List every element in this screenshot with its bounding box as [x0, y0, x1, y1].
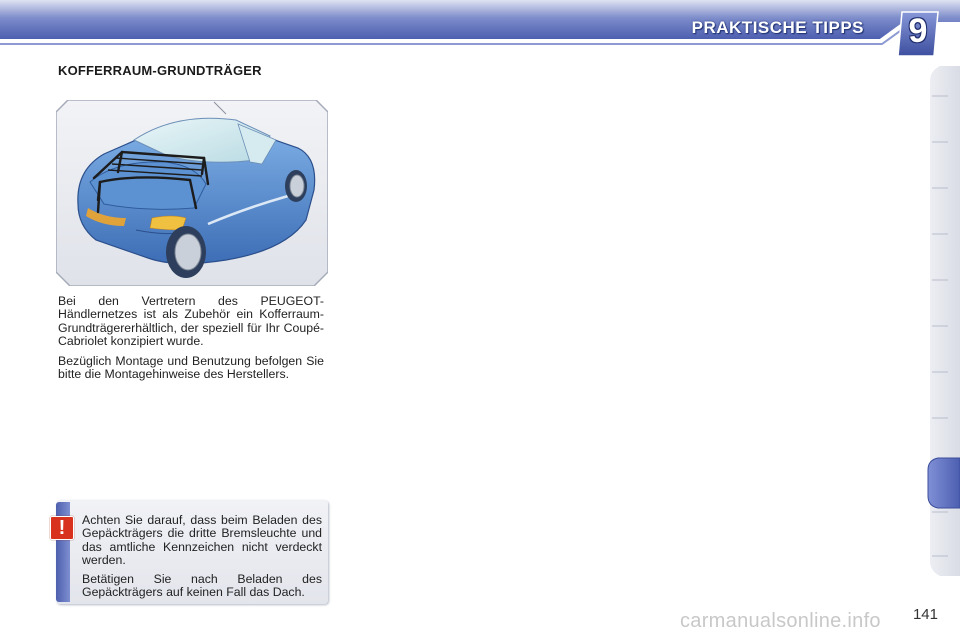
section-title: PRAKTISCHE TIPPS	[691, 18, 864, 37]
warning-box	[56, 500, 328, 604]
watermark: carmanualsonline.info	[680, 610, 881, 632]
car-luggage-rack-illustration	[56, 100, 328, 286]
body-text	[58, 295, 324, 387]
chapter-number: 9	[908, 12, 928, 50]
warning-paragraph: Betätigen Sie nach Beladen des Gepäckträgers auf keinen Fall das Dach.	[82, 571, 322, 600]
paragraph: Bezüglich Montage und Benutzung befolgen Sie bitte die Montagehinweise des Herstellers.	[58, 353, 324, 382]
warning-text	[82, 514, 322, 604]
chapter-tab-strip	[926, 66, 960, 576]
paragraph: Bei den Vertretern des PEUGEOT-Händlernetzes ist als Zubehör ein Kofferraum-Grundträgererhältlich, der speziell für Ihr Coupé-Cabriolet konzipiert wurde.	[58, 294, 324, 349]
warning-exclamation-icon: !	[50, 516, 74, 540]
warning-paragraph: Achten Sie darauf, dass beim Beladen des Gepäckträgers die dritte Bremsleuchte und das amtliche Kennzeichen nicht verdeckt werden.	[82, 513, 322, 568]
page-title: KOFFERRAUM-GRUNDTRÄGER	[58, 63, 262, 78]
page-number: 141	[912, 606, 938, 623]
